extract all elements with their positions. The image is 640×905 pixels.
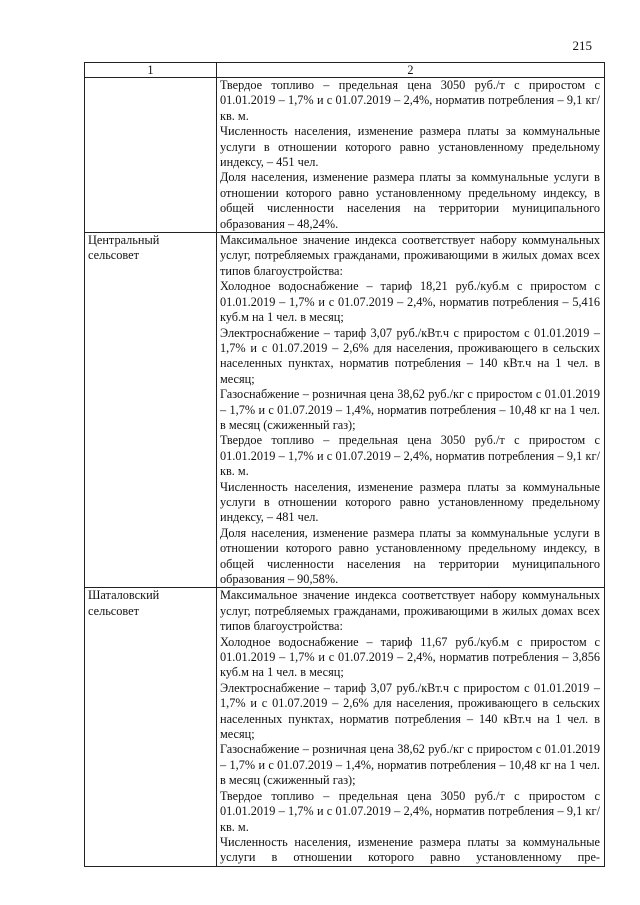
paragraph: Электроснабжение – тариф 3,07 руб./кВт.ч с приростом с 01.01.2019 – 1,7% и с 01.07.2019 – 2,6% для населения, проживающего в сельских населенных пунктах, норматив потребления – 140 кВт.ч на 1 чел. в месяц;: [220, 325, 600, 386]
table-row: [85, 78, 605, 233]
paragraph: Доля населения, изменение размера платы за коммунальные услуги в отношении которого равно установленному предельному индексу, в общей численности населения на территории муниципального образования – 48,24%.: [220, 170, 600, 231]
row-content: [217, 233, 605, 588]
column-header-2: 2: [217, 63, 605, 78]
paragraph: Холодное водоснабжение – тариф 18,21 руб./куб.м с приростом с 01.01.2019 – 1,7% и с 01.07.2019 – 2,4%, норматив потребления – 5,416 куб.м на 1 чел. в месяц;: [220, 279, 600, 325]
paragraph: Газоснабжение – розничная цена 38,62 руб./кг с приростом с 01.01.2019 – 1,7% и с 01.07.2019 – 1,4%, норматив потребления – 10,48 кг на 1 чел. в месяц (сжиженный газ);: [220, 387, 600, 432]
row-content: [217, 588, 605, 866]
paragraph: Электроснабжение – тариф 3,07 руб./кВт.ч с приростом с 01.01.2019 – 1,7% и с 01.07.2019 – 2,6% для населения, проживающего в сельских населенных пунктах, норматив потребления – 140 кВт.ч на 1 чел. в месяц;: [220, 680, 600, 742]
row-content: [217, 78, 605, 233]
paragraph: Численность населения, изменение размера платы за коммунальные услуги в отношении которого равно установленному предельному индексу, – 451 чел.: [220, 124, 600, 170]
paragraph: Твердое топливо – предельная цена 3050 руб./т с приростом с 01.01.2019 – 1,7% и с 01.07.2019 – 2,4%, норматив потребления – 9,1 кг/кв. м.: [220, 78, 600, 123]
paragraph: Газоснабжение – розничная цена 38,62 руб./кг с приростом с 01.01.2019 – 1,7% и с 01.07.2019 – 1,4%, норматив потребления – 10,48 кг на 1 чел. в месяц (сжиженный газ);: [220, 742, 600, 788]
municipality-name: Центральный сельсовет: [85, 233, 217, 588]
paragraph: Численность населения, изменение размера платы за коммунальные услуги в отношении которого равно установленному пре-: [220, 834, 600, 865]
column-header-1: 1: [85, 63, 217, 78]
table-row: [85, 588, 605, 866]
paragraph: Доля населения, изменение размера платы за коммунальные услуги в отношении которого равно установленному предельному индексу, в общей численности населения на территории муниципального образования – 90,58%.: [220, 525, 600, 586]
municipality-name: [85, 78, 217, 233]
paragraph: Максимальное значение индекса соответствует набору коммунальных услуг, потребляемых гражданами, проживающими в жилых домах всех типов благоустройства:: [220, 588, 600, 634]
paragraph: Твердое топливо – предельная цена 3050 руб./т с приростом с 01.01.2019 – 1,7% и с 01.07.2019 – 2,4%, норматив потребления – 9,1 кг/кв. м.: [220, 433, 600, 479]
table-row: [85, 233, 605, 588]
paragraph: Твердое топливо – предельная цена 3050 руб./т с приростом с 01.01.2019 – 1,7% и с 01.07.2019 – 2,4%, норматив потребления – 9,1 кг/кв. м.: [220, 788, 600, 834]
table-header-row: [85, 63, 605, 78]
paragraph: Холодное водоснабжение – тариф 11,67 руб./куб.м с приростом с 01.01.2019 – 1,7% и с 01.07.2019 – 2,4%, норматив потребления – 3,856 куб.м на 1 чел. в месяц;: [220, 634, 600, 680]
paragraph: Максимальное значение индекса соответствует набору коммунальных услуг, потребляемых гражданами, проживающими в жилых домах всех типов благоустройства:: [220, 233, 600, 278]
paragraph: Численность населения, изменение размера платы за коммунальные услуги в отношении которого равно установленному предельному индексу, – 481 чел.: [220, 479, 600, 525]
municipality-name: Шаталовский сельсовет: [85, 588, 217, 866]
tariff-table: [84, 62, 605, 867]
page-number: 215: [572, 38, 592, 53]
